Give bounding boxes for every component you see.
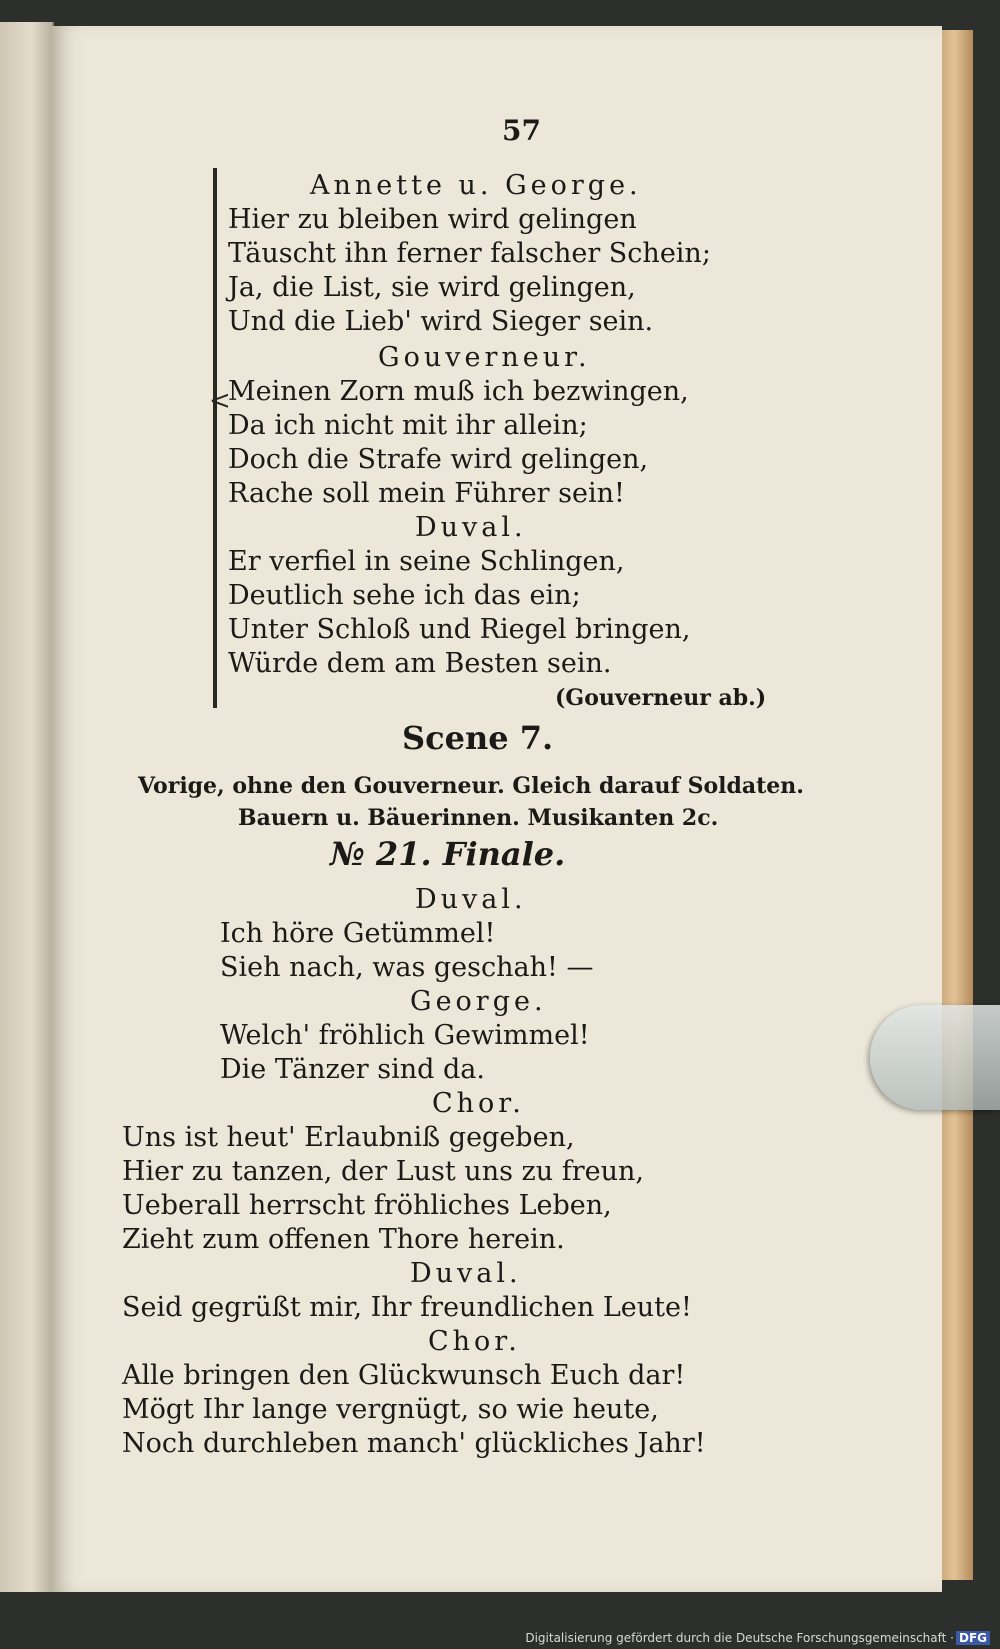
verse-line: Hier zu bleiben wird gelingen [228, 204, 637, 235]
verse-line: Ich höre Getümmel! [220, 918, 496, 949]
speaker-chor: Chor. [432, 1088, 525, 1119]
verse-line: Und die Lieb' wird Sieger sein. [228, 306, 654, 337]
scene-direction-line: Vorige, ohne den Gouverneur. Gleich darauf Soldaten. [138, 773, 804, 799]
verse-line: Uns ist heut' Erlaubniß gegeben, [122, 1122, 575, 1153]
musical-number-heading: № 21. Finale. [330, 835, 566, 873]
page-number: 57 [502, 114, 541, 147]
scanner-clip [870, 1005, 1000, 1110]
facing-page-edge [0, 22, 54, 1592]
dfg-logo: DFG [956, 1631, 990, 1645]
book-page-edges [938, 30, 973, 1580]
credit-text: Digitalisierung gefördert durch die Deutsche Forschungsgemeinschaft · [525, 1631, 954, 1645]
scene-heading: Scene 7. [402, 719, 554, 757]
verse-line: Die Tänzer sind da. [220, 1054, 485, 1085]
verse-line: Er verfiel in seine Schlingen, [228, 546, 625, 577]
verse-line: Meinen Zorn muß ich bezwingen, [228, 376, 689, 407]
scene-direction-line: Bauern u. Bäuerinnen. Musikanten 2c. [238, 805, 719, 831]
stage-direction-exit: (Gouverneur ab.) [555, 685, 767, 711]
verse-line: Doch die Strafe wird gelingen, [228, 444, 649, 475]
verse-line: Da ich nicht mit ihr allein; [228, 410, 588, 441]
verse-line: Ueberall herrscht fröhliches Leben, [122, 1190, 612, 1221]
verse-line: Noch durchleben manch' glückliches Jahr! [122, 1428, 706, 1459]
speaker-george: George. [410, 986, 547, 1017]
speaker-duval: Duval. [415, 884, 527, 915]
verse-line: Seid gegrüßt mir, Ihr freundlichen Leute! [122, 1292, 692, 1323]
verse-line: Täuscht ihn ferner falscher Schein; [228, 238, 711, 269]
speaker-gouverneur: Gouverneur. [378, 342, 591, 373]
verse-line: Deutlich sehe ich das ein; [228, 580, 581, 611]
verse-line: Ja, die List, sie wird gelingen, [228, 272, 636, 303]
verse-line: Zieht zum offenen Thore herein. [122, 1224, 565, 1255]
verse-line: Würde dem am Besten sein. [228, 648, 612, 679]
verse-line: Sieh nach, was geschah! — [220, 952, 594, 983]
speaker-duval: Duval. [410, 1258, 522, 1289]
ensemble-bracket [213, 168, 217, 708]
verse-line: Mögt Ihr lange vergnügt, so wie heute, [122, 1394, 659, 1425]
verse-line: Hier zu tanzen, der Lust uns zu freun, [122, 1156, 644, 1187]
verse-line: Welch' fröhlich Gewimmel! [220, 1020, 590, 1051]
verse-line: Unter Schloß und Riegel bringen, [228, 614, 691, 645]
digitization-credit [525, 1631, 990, 1645]
verse-line: Rache soll mein Führer sein! [228, 478, 625, 509]
speaker-duval: Duval. [415, 512, 527, 543]
speaker-chor: Chor. [428, 1326, 521, 1357]
bracket-notch: < [209, 386, 231, 416]
verse-line: Alle bringen den Glückwunsch Euch dar! [122, 1360, 686, 1391]
speaker-annette-george: Annette u. George. [310, 170, 642, 201]
